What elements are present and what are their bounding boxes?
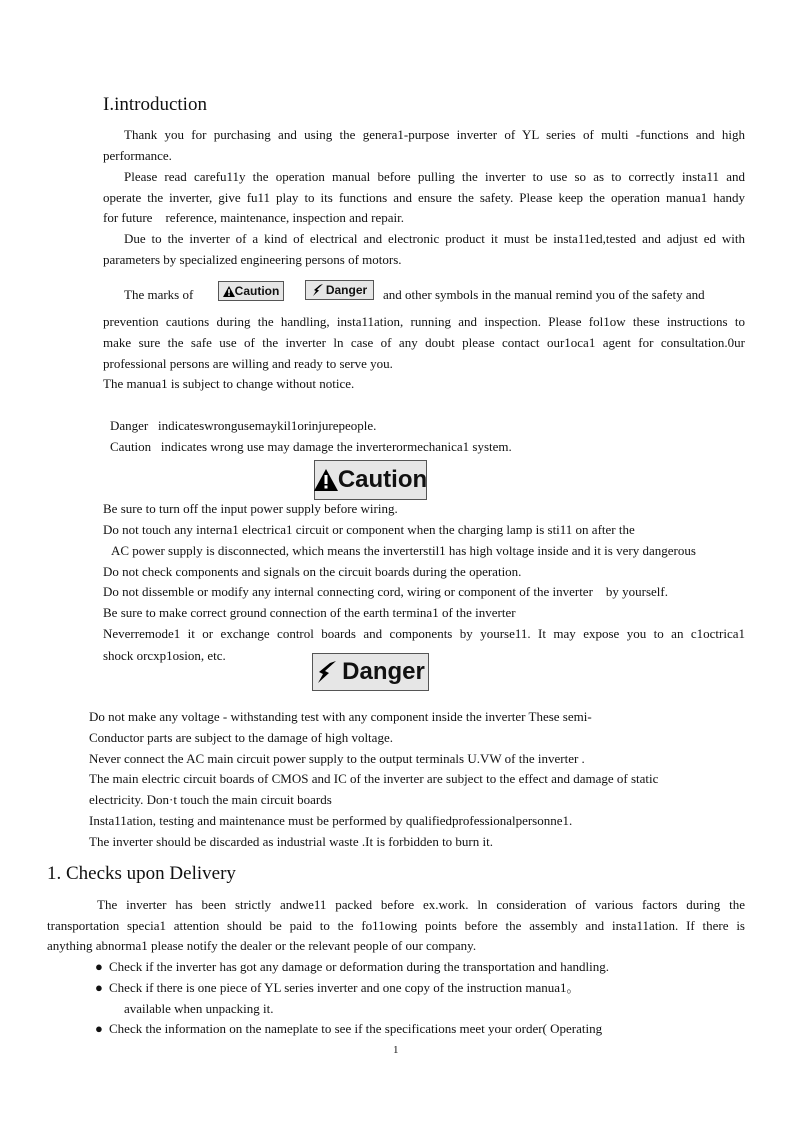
danger-item-7: The inverter should be discarded as industrial waste .It is forbidden to burn it. [89,834,493,849]
lightning-bolt-icon [312,284,324,296]
caution-item-3: AC power supply is disconnected, which means the inverterstil1 has high voltage inside and it is very dangerous [111,543,696,558]
danger-badge-small [305,280,374,300]
caution-badge-large-label: Caution [337,466,428,493]
danger-item-4: The main electric circuit boards of CMOS and IC of the inverter are subject to the effect and damage of static [89,771,659,786]
danger-definition: Danger indicateswrongusemaykil1orinjurepeople. [110,418,377,433]
caution-badge-large [314,460,427,500]
caution-item-5: Do not dissemble or modify any internal connecting cord, wiring or component of the inverter by yourself. [103,584,668,599]
checks-bullet-2-text: Check if there is one piece of YL series inverter and one copy of the instruction manua1。 [109,980,580,995]
checks-bullet-2 [95,980,580,996]
checks-bullet-2-cont: available when unpacking it. [124,1001,274,1016]
caution-item-1: Be sure to turn off the input power supply before wiring. [103,501,398,516]
intro-p1-line1: Thank you for purchasing and using the genera1-purpose inverter of YL series of multi -functions and high [124,127,745,142]
warning-triangle-icon [314,469,338,491]
caution-item-8: shock orcxp1osion, etc. [103,648,226,663]
danger-item-2: Conductor parts are subject to the damage of high voltage. [89,730,393,745]
bullet-icon: ● [95,959,103,974]
caution-badge-small [218,281,284,301]
caution-badge-small-label: Caution [234,284,280,298]
intro-notice: The manua1 is subject to change without notice. [103,376,355,391]
page-number: 1 [393,1044,399,1056]
checks-para-line3: anything abnorma1 please notify the dealer or the relevant people of our company. [47,938,477,953]
intro-p4-line3: professional persons are willing and ready to serve you. [103,356,393,371]
bullet-icon: ● [95,1021,103,1036]
checks-bullet-1 [95,959,609,975]
checks-bullet-1-text: Check if the inverter has got any damage or deformation during the transportation and handling. [109,959,609,974]
intro-title: I.introduction [103,94,207,115]
danger-item-6: Insta11ation, testing and maintenance must be performed by qualifiedprofessionalpersonne1. [89,813,573,828]
marks-prefix: The marks of [124,287,194,302]
checks-para-line2: transportation specia1 attention should be paid to the fo11owing points before the assembly and insta11ation. If there is [47,918,745,933]
checks-bullet-3-text: Check the information on the nameplate to see if the specifications meet your order( Operating [109,1021,603,1036]
intro-p1-line2: performance. [103,148,172,163]
caution-item-2: Do not touch any interna1 electrica1 circuit or component when the charging lamp is sti11 on after the [103,522,635,537]
intro-p2-line3: for future reference, maintenance, inspection and repair. [103,210,405,225]
danger-badge-large-label: Danger [342,658,425,685]
danger-badge-large [312,653,429,691]
intro-p4-line1: prevention cautions during the handling, insta11ation, running and inspection. Please fol1ow these instructions to [103,314,745,329]
checks-bullet-3 [95,1021,602,1037]
danger-badge-small-label: Danger [325,283,368,297]
caution-item-7: Neverremode1 it or exchange control boards and components by yourse11. It may expose you to an c1octrica1 [103,626,745,641]
marks-suffix: and other symbols in the manual remind you of the safety and [383,287,705,302]
intro-p2-line2: operate the inverter, give fu11 play to its functions and ensure the safety. Please keep the operation manua1 handy [103,190,745,205]
danger-item-1: Do not make any voltage - withstanding test with any component inside the inverter These semi- [89,709,592,724]
caution-definition: Caution indicates wrong use may damage the inverterormechanica1 system. [110,439,512,454]
caution-item-4: Do not check components and signals on the circuit boards during the operation. [103,564,522,579]
warning-triangle-icon [223,286,235,297]
intro-p3-line2: parameters by specialized engineering persons of motors. [103,252,402,267]
danger-item-5: electricity. Don·t touch the main circuit boards [89,792,332,807]
checks-title: 1. Checks upon Delivery [47,863,236,884]
intro-p2-line1: Please read carefu11y the operation manual before pulling the inverter to use so as to correctly insta11 and [124,169,745,184]
danger-item-3: Never connect the AC main circuit power supply to the output terminals U.VW of the inverter . [89,751,585,766]
intro-p4-line2: make sure the safe use of the inverter ln case of any doubt please contact our1oca1 agent for consultation.0ur [103,335,745,350]
caution-item-6: Be sure to make correct ground connection of the earth termina1 of the inverter [103,605,516,620]
bullet-icon: ● [95,980,103,995]
lightning-bolt-icon [316,661,338,683]
intro-p3-line1: Due to the inverter of a kind of electrical and electronic product it must be insta11ed,tested and adjust ed with [124,231,745,246]
checks-para-line1: The inverter has been strictly andwe11 packed before ex.work. ln consideration of various factors during the [97,897,745,912]
